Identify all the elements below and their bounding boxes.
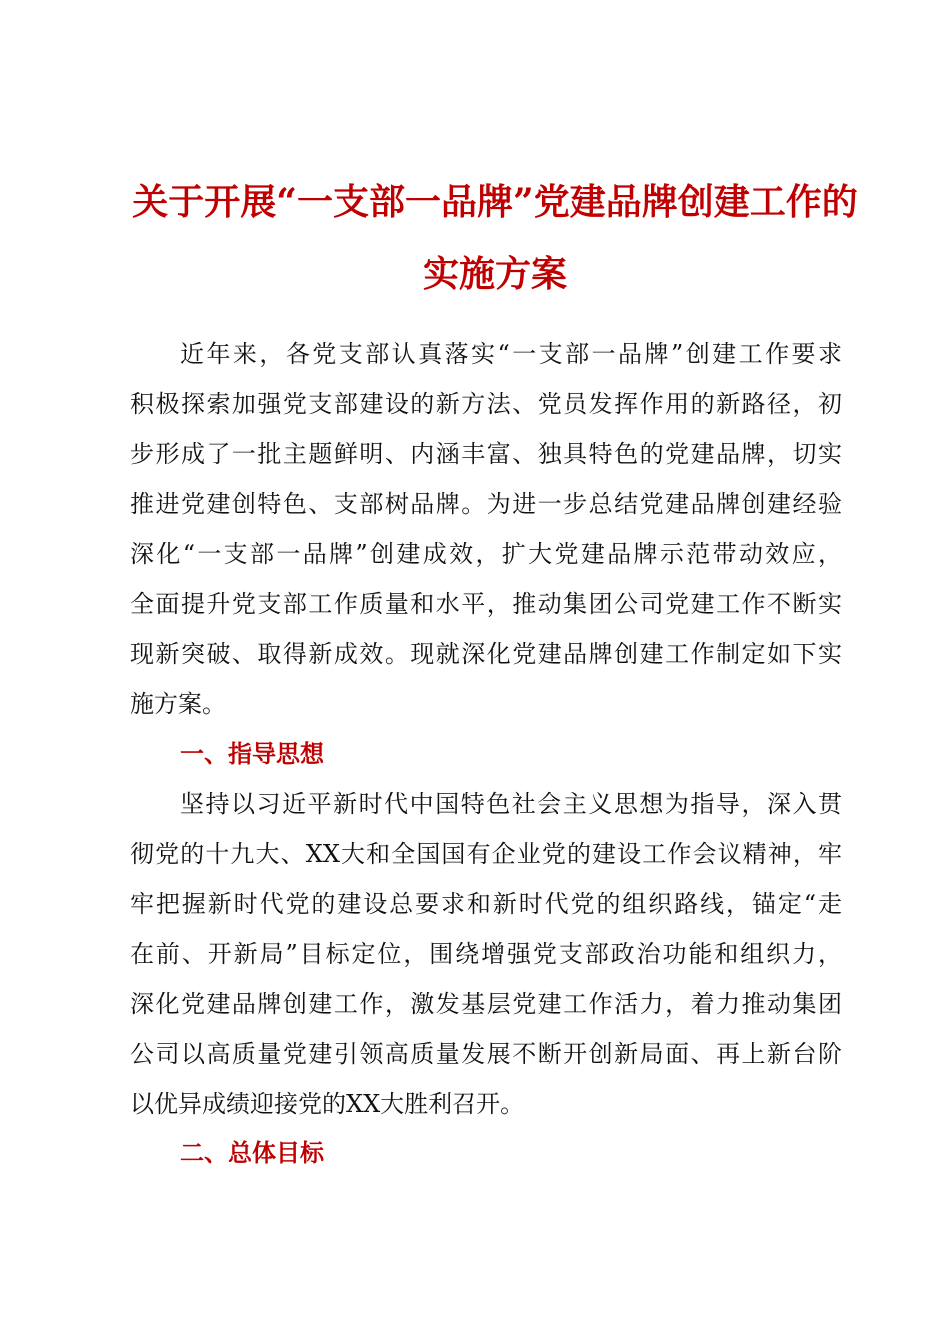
intro-paragraph-line: 积极探索加强党支部建设的新方法、党员发挥作用的新路径，初 (130, 390, 842, 418)
section1-paragraph-line: 坚持以习近平新时代中国特色社会主义思想为指导，深入贯 (180, 790, 842, 818)
intro-paragraph-line: 深化“一支部一品牌”创建成效，扩大党建品牌示范带动效应， (130, 540, 842, 568)
section1-paragraph-line: 深化党建品牌创建工作，激发基层党建工作活力，着力推动集团 (130, 990, 842, 1018)
document-title-line-2: 实施方案 (422, 253, 567, 295)
section1-paragraph-line: 在前、开新局”目标定位，围绕增强党支部政治功能和组织力， (130, 940, 842, 968)
section1-paragraph-line: 牢把握新时代党的建设总要求和新时代党的组织路线，锚定“走 (130, 890, 842, 918)
intro-paragraph-line: 现新突破、取得新成效。现就深化党建品牌创建工作制定如下实 (130, 640, 842, 668)
section1-paragraph-line: 公司以高质量党建引领高质量发展不断开创新局面、再上新台阶 (130, 1040, 842, 1068)
section-heading-overall-goal: 二、总体目标 (180, 1139, 324, 1167)
intro-paragraph-line: 推进党建创特色、支部树品牌。为进一步总结党建品牌创建经验 (130, 490, 842, 518)
intro-paragraph-line: 全面提升党支部工作质量和水平，推动集团公司党建工作不断实 (130, 590, 842, 618)
section-heading-guiding-ideology: 一、指导思想 (180, 740, 324, 768)
intro-paragraph-line: 步形成了一批主题鲜明、内涵丰富、独具特色的党建品牌，切实 (130, 440, 842, 468)
intro-paragraph-line: 施方案。 (130, 690, 226, 718)
section1-paragraph-line: 以优异成绩迎接党的XX大胜利召开。 (130, 1090, 525, 1118)
intro-paragraph-line: 近年来，各党支部认真落实“一支部一品牌”创建工作要求 (180, 340, 842, 368)
section1-paragraph-line: 彻党的十九大、XX大和全国国有企业党的建设工作会议精神，牢 (130, 840, 842, 868)
document-title-line-1: 关于开展“一支部一品牌”党建品牌创建工作的 (132, 181, 858, 223)
